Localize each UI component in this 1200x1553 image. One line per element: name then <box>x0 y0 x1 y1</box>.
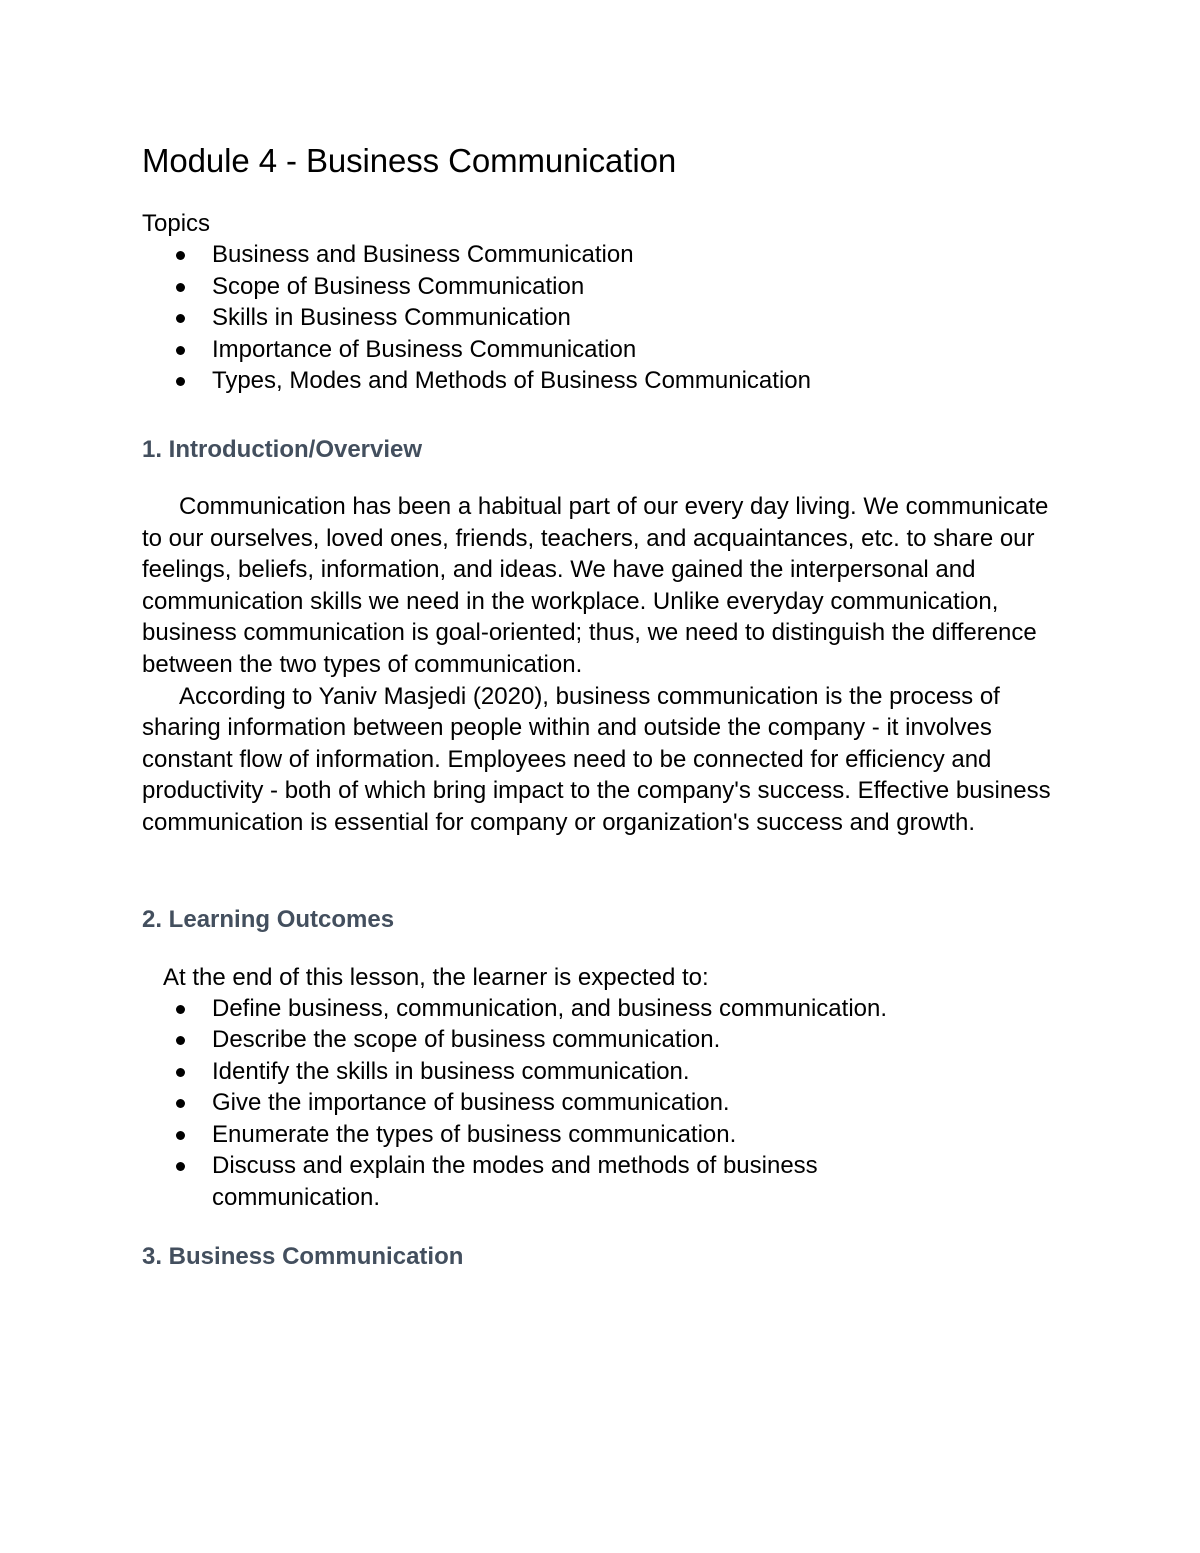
topics-label: Topics <box>142 210 211 237</box>
section-heading-business-communication: 3. Business Communication <box>142 1242 464 1270</box>
list-item: Types, Modes and Methods of Business Communication <box>142 365 1062 397</box>
list-item: Discuss and explain the modes and methods of business communication. <box>142 1150 972 1213</box>
list-item: Scope of Business Communication <box>142 271 1062 303</box>
bullet-icon <box>176 1036 185 1045</box>
bullet-icon <box>176 377 185 386</box>
topics-list <box>142 239 1062 397</box>
bullet-icon <box>176 314 185 323</box>
list-item: Business and Business Communication <box>142 239 1062 271</box>
outcomes-list <box>142 993 1062 1214</box>
section-heading-learning-outcomes: 2. Learning Outcomes <box>142 905 395 933</box>
list-item: Importance of Business Communication <box>142 334 1062 366</box>
list-item: Describe the scope of business communication. <box>142 1024 1062 1056</box>
outcomes-lead-text: At the end of this lesson, the learner is expected to: <box>163 963 709 991</box>
paragraph: Communication has been a habitual part of our every day living. We communicate to our ourselves, loved ones, friends, teachers, and acquaintances, etc. to share our feelings, beliefs, information, and ideas. We have gained the interpersonal and communication skills we need in the workplace. Unlike everyday communication, business communication is goal-oriented; thus, we need to distinguish the difference between the two types of communication. <box>142 492 1049 678</box>
list-item: Define business, communication, and business communication. <box>142 993 1062 1025</box>
bullet-icon <box>176 283 185 292</box>
bullet-icon <box>176 1068 185 1077</box>
document-page <box>142 138 1062 1272</box>
paragraph: According to Yaniv Masjedi (2020), business communication is the process of sharing information between people within and outside the company - it involves constant flow of information. Employees need to be connected for efficiency and productivity - both of which bring impact to the company's success. Effective business communication is essential for company or organization's success and growth. <box>142 682 1051 836</box>
introduction-body <box>142 491 1062 839</box>
bullet-icon <box>176 1005 185 1014</box>
list-item: Enumerate the types of business communication. <box>142 1119 1062 1151</box>
list-item: Identify the skills in business communication. <box>142 1056 1062 1088</box>
bullet-icon <box>176 1162 185 1171</box>
bullet-icon <box>176 1099 185 1108</box>
page-title: Module 4 - Business Communication <box>142 142 677 179</box>
bullet-icon <box>176 346 185 355</box>
section-heading-introduction: 1. Introduction/Overview <box>142 435 423 463</box>
list-item: Skills in Business Communication <box>142 302 1062 334</box>
bullet-icon <box>176 251 185 260</box>
list-item: Give the importance of business communication. <box>142 1087 1062 1119</box>
bullet-icon <box>176 1131 185 1140</box>
